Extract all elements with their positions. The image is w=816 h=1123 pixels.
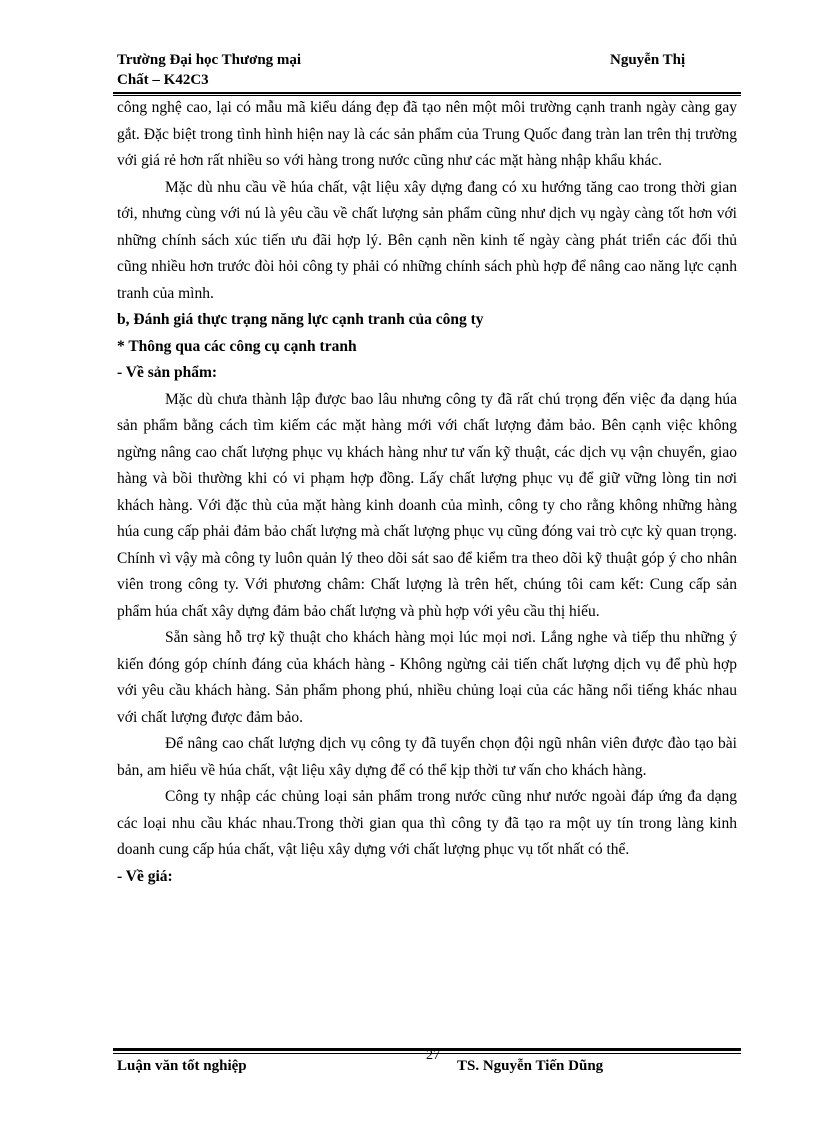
header-rule	[113, 92, 741, 94]
paragraph-demand: Mặc dù nhu cầu về húa chất, vật liệu xây dựng đang có xu hướng tăng cao trong thời gian tới, nhưng cùng với nú là yêu cầu về chất lượng sản phẩm cũng như dịch vụ ngày càng tốt hơn với những chính sách xúc tiến ưu đãi hợp lý. Bên cạnh nền kinh tế ngày càng phát triển các đối thủ cũng nhiều hơn trước đòi hỏi công ty phải có những chính sách phù hợp để nâng cao năng lực cạnh tranh của mình.	[117, 178, 737, 302]
paragraph-staff: Để nâng cao chất lượng dịch vụ công ty đã tuyển chọn đội ngũ nhân viên được đào tạo bài bản, am hiểu về húa chất, vật liệu xây dựng để có thể kịp thời tư vấn cho khách hàng.	[117, 735, 737, 779]
header-university: Trường Đại học Thương mại	[117, 52, 302, 68]
footer-thesis-label: Luận văn tốt nghiệp	[117, 1058, 247, 1074]
paragraph-support: Sẵn sàng hỗ trợ kỹ thuật cho khách hàng mọi lúc mọi nơi. Lắng nghe và tiếp thu những ý kiến đóng góp chính đáng của khách hàng - Không ngừng cải tiến chất lượng dịch vụ để phù hợp với yêu cầu khách hàng. Sản phẩm phong phú, nhiều chủng loại của các hãng nổi tiếng khác nhau với chất lượng được đảm bảo.	[117, 629, 737, 726]
page-number: 27	[426, 1048, 440, 1063]
subsection-heading: * Thông qua các công cụ cạnh tranh	[117, 337, 357, 355]
item-heading-price: - Về giá:	[117, 867, 173, 885]
header-class: Chất – K42C3	[117, 72, 209, 88]
paragraph-continuation: công nghệ cao, lại có mẫu mã kiểu dáng đẹp đã tạo nên một môi trường cạnh tranh ngày càng gay gắt. Đặc biệt trong tình hình hiện nay là các sản phẩm của Trung Quốc đang tràn lan trên thị trường với giá rẻ hơn rất nhiều so với hàng trong nước cũng như các mặt hàng nhập khẩu khác.	[117, 99, 737, 169]
paragraph-product: Mặc dù chưa thành lập được bao lâu nhưng công ty đã rất chú trọng đến việc đa dạng húa sản phẩm bằng cách tìm kiếm các mặt hàng mới với chất lượng đảm bảo. Bên cạnh việc không ngừng nâng cao chất lượng phục vụ khách hàng như tư vấn kỹ thuật, các dịch vụ vận chuyển, giao hàng và bồi thường khi có vi phạm hợp đồng. Lấy chất lượng phục vụ để giữ vững lòng tin nơi khách hàng. Với đặc thù của mặt hàng kinh doanh của mình, công ty cho rằng không những hàng húa cung cấp phải đảm bảo chất lượng mà chất lượng phục vụ cũng đóng vai trò cực kỳ quan trọng. Chính vì vậy mà công ty luôn quản lý theo dõi sát sao để kiểm tra theo dõi kỹ thuật góp ý cho nhân viên trong công ty. Với phương châm: Chất lượng là trên hết, chúng tôi cam kết: Cung cấp sản phẩm húa chất xây dựng đảm bảo chất lượng và phù hợp với yêu cầu thị hiếu.	[117, 390, 737, 620]
header-author: Nguyễn Thị	[610, 52, 686, 68]
paragraph-import: Công ty nhập các chủng loại sản phẩm trong nước cũng như nước ngoài đáp ứng đa dạng các loại nhu cầu khác nhau.Trong thời gian qua thì công ty đã tạo ra một uy tín trong làng kinh doanh cung cấp húa chất, vật liệu xây dựng với chất lượng phục vụ tốt nhất có thể.	[117, 788, 737, 858]
section-heading: b, Đánh giá thực trạng năng lực cạnh tranh của công ty	[117, 311, 484, 328]
footer-supervisor: TS. Nguyễn Tiến Dũng	[457, 1058, 604, 1074]
item-heading-product: - Về sản phẩm:	[117, 364, 218, 381]
header-left	[117, 50, 301, 90]
document-body	[117, 95, 737, 890]
